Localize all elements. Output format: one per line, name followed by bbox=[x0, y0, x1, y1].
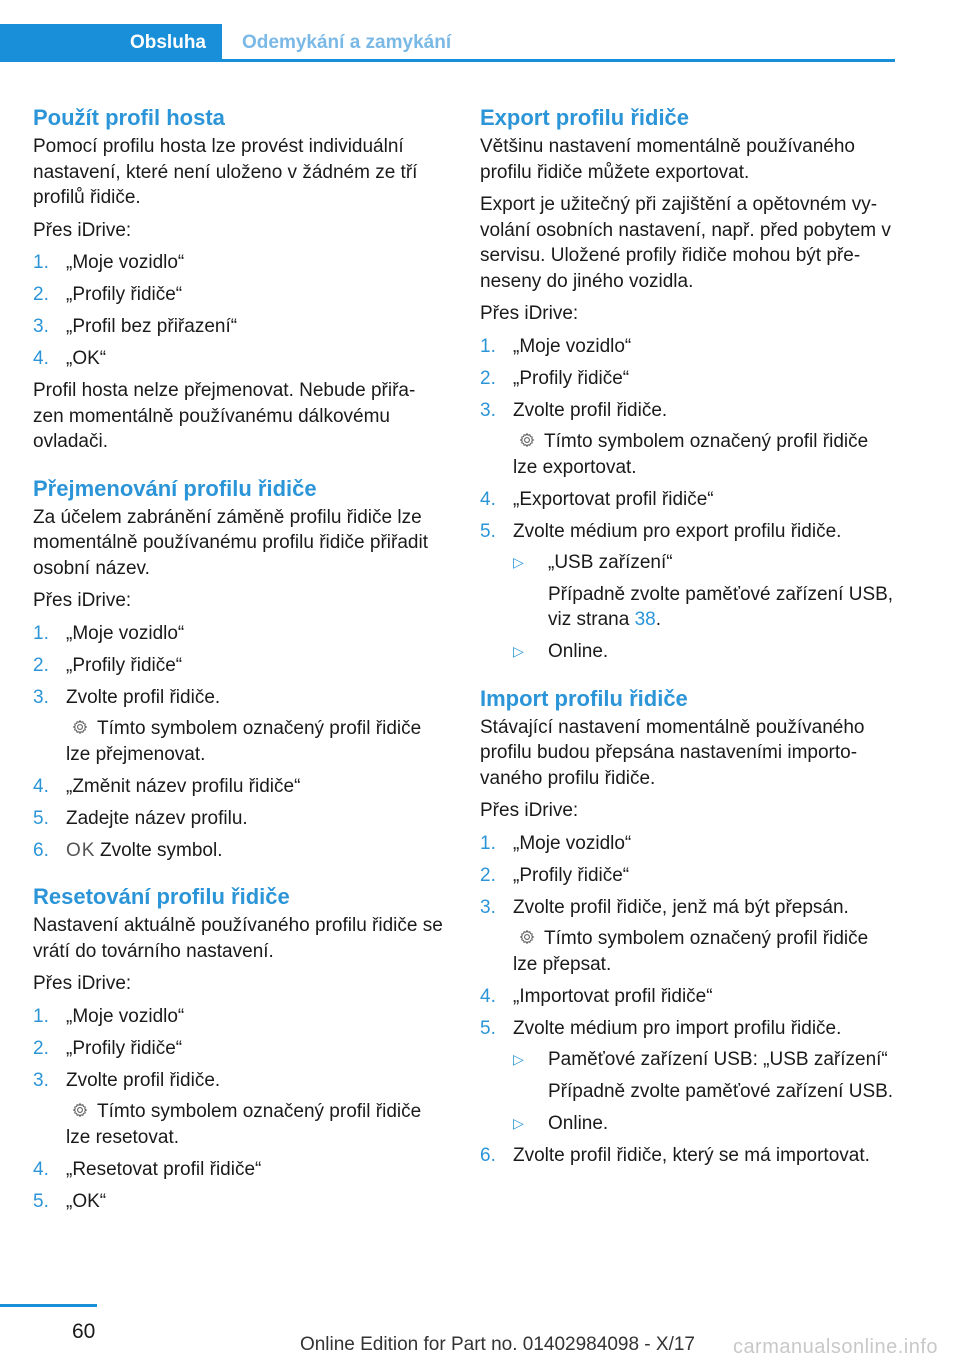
paragraph: Za účelem zabránění záměně profilu řidiče lze momentálně používanému profilu řidiče přiřadit osobní název. bbox=[33, 506, 428, 579]
paragraph: Export je užitečný při zajištění a opětovném vy- volání osobních nastavení, např. před pobytem v servisu. Uložené profily řidiče mohou být pře- neseny do jiného vozidla. bbox=[480, 194, 891, 292]
via-idrive: Přes iDrive: bbox=[480, 303, 579, 324]
sub-list-item: ▷ Online. bbox=[513, 1111, 895, 1137]
section-reset-profile bbox=[33, 883, 448, 1214]
sub-list-item: ▷ Paměťové zařízení USB: „USB zařízení“ Případně zvolte paměťové zařízení USB. bbox=[513, 1049, 894, 1102]
sub-list bbox=[513, 1047, 895, 1136]
section-export-profile bbox=[480, 104, 895, 665]
watermark: carmanualsonline.info bbox=[732, 1336, 938, 1358]
list-item: 2. „Profily řidiče“ bbox=[33, 1037, 183, 1059]
list-item: 2. „Profily řidiče“ bbox=[33, 284, 183, 305]
triangle-bullet-icon: ▷ bbox=[513, 554, 524, 570]
gear-icon bbox=[516, 928, 538, 946]
left-column bbox=[33, 104, 448, 1234]
section-rename-profile bbox=[33, 475, 448, 864]
via-idrive: Přes iDrive: bbox=[480, 800, 579, 821]
list-item: 5. Zadejte název profilu. bbox=[33, 807, 248, 829]
step-list bbox=[33, 1004, 448, 1215]
gear-icon bbox=[516, 431, 538, 449]
paragraph: Stávající nastavení momentálně používaného profilu budou přepsána nastaveními importo- vaného profilu řidiče. bbox=[480, 716, 865, 789]
sub-list bbox=[513, 550, 895, 665]
list-item: 4. „OK“ bbox=[33, 348, 107, 369]
list-item: 4. „Importovat profil řidiče“ bbox=[480, 985, 713, 1007]
list-item: 1. „Moje vozidlo“ bbox=[480, 832, 632, 854]
step-list bbox=[33, 621, 448, 864]
list-item: 1. „Moje vozidlo“ bbox=[33, 252, 185, 273]
page-number: 60 bbox=[72, 1320, 96, 1343]
list-item: 5. Zvolte médium pro import profilu řidiče. ▷ Paměťové zařízení USB: „USB zařízení“ Případně zvolte paměťové zařízení USB. ▷ Online. bbox=[480, 1016, 895, 1137]
tab-odemykani-label: Odemykání a zamykání bbox=[242, 32, 452, 53]
paragraph: Nastavení aktuálně používaného profilu řidiče se vrátí do továrního nastavení. bbox=[33, 915, 443, 962]
via-idrive: Přes iDrive: bbox=[33, 590, 132, 611]
section-guest-profile bbox=[33, 104, 448, 455]
section-title: Export profilu řidiče bbox=[480, 105, 690, 130]
list-item: 2. „Profily řidiče“ bbox=[480, 367, 630, 389]
section-title: Přejmenování profilu řidiče bbox=[33, 475, 317, 501]
step-list bbox=[33, 250, 448, 372]
paragraph: Pomocí profilu hosta lze provést individuální nastavení, které není uloženo v žádném ze tří profilů řidiče. bbox=[33, 136, 418, 208]
list-item: 2. „Profily řidiče“ bbox=[480, 864, 630, 886]
list-item: 3. Zvolte profil řidiče, jenž má být přepsán. Tímto symbolem označený profil řidiče lze přepsat. bbox=[480, 896, 869, 975]
list-item: 3. „Profil bez přiřazení“ bbox=[33, 316, 238, 337]
paragraph: Většinu nastavení momentálně používaného profilu řidiče můžete exportovat. bbox=[480, 136, 855, 183]
sub-list-item: ▷ „USB zařízení“ Případně zvolte paměťové zařízení USB, viz strana 38. bbox=[513, 552, 894, 630]
tab-obsluha-label: Obsluha bbox=[129, 32, 206, 53]
triangle-bullet-icon: ▷ bbox=[513, 643, 524, 659]
list-item: 1. „Moje vozidlo“ bbox=[33, 1005, 185, 1027]
page-link[interactable]: 38 bbox=[634, 609, 656, 630]
section-import-profile bbox=[480, 685, 895, 1169]
list-item: 6. OK Zvolte symbol. bbox=[33, 838, 448, 864]
step-list bbox=[480, 334, 895, 665]
list-item: 1. „Moje vozidlo“ bbox=[33, 622, 185, 644]
edition-text: Online Edition for Part no. 01402984098 - X/17 bbox=[299, 1334, 695, 1355]
list-item: 4. „Resetovat profil řidiče“ bbox=[33, 1158, 262, 1180]
triangle-bullet-icon: ▷ bbox=[513, 1051, 524, 1067]
list-item: 2. „Profily řidiče“ bbox=[33, 654, 183, 676]
section-title: Použít profil hosta bbox=[33, 105, 225, 130]
tab-odemykani[interactable] bbox=[222, 24, 451, 62]
triangle-bullet-icon: ▷ bbox=[513, 1114, 524, 1131]
list-item: 4. „Změnit název profilu řidiče“ bbox=[33, 775, 301, 797]
step-list bbox=[480, 831, 895, 1169]
section-title: Import profilu řidiče bbox=[480, 685, 688, 711]
list-item: 1. „Moje vozidlo“ bbox=[480, 335, 632, 357]
page-header bbox=[0, 0, 960, 62]
sub-list-item: ▷ Online. bbox=[513, 639, 895, 665]
right-column bbox=[480, 104, 895, 1188]
list-item: 3. Zvolte profil řidiče. Tímto symbolem označený profil řidiče lze resetovat. bbox=[33, 1069, 422, 1148]
gear-icon bbox=[69, 718, 91, 736]
via-idrive: Přes iDrive: bbox=[33, 219, 132, 241]
list-item: 6. Zvolte profil řidiče, který se má importovat. bbox=[480, 1144, 870, 1166]
list-item: 3. Zvolte profil řidiče. Tímto symbolem označený profil řidiče lze přejmenovat. bbox=[33, 686, 422, 765]
list-item: 3. Zvolte profil řidiče. Tímto symbolem označený profil řidiče lze exportovat. bbox=[480, 399, 869, 478]
header-rule bbox=[222, 59, 895, 62]
via-idrive: Přes iDrive: bbox=[33, 973, 132, 994]
list-item: 5. „OK“ bbox=[33, 1190, 107, 1212]
tab-obsluha[interactable] bbox=[0, 24, 222, 62]
ok-symbol-icon: OK bbox=[66, 839, 96, 861]
gear-icon bbox=[69, 1101, 91, 1119]
paragraph: Profil hosta nelze přejmenovat. Nebude přiřa- zen momentálně používanému dálkovému ovladači. bbox=[33, 380, 416, 452]
footer-rule bbox=[0, 1304, 97, 1307]
section-title: Resetování profilu řidiče bbox=[33, 884, 290, 909]
list-item: 4. „Exportovat profil řidiče“ bbox=[480, 488, 714, 510]
list-item: 5. Zvolte médium pro export profilu řidiče. ▷ „USB zařízení“ Případně zvolte paměťové zařízení USB, viz strana 38. ▷ Online. bbox=[480, 519, 895, 665]
